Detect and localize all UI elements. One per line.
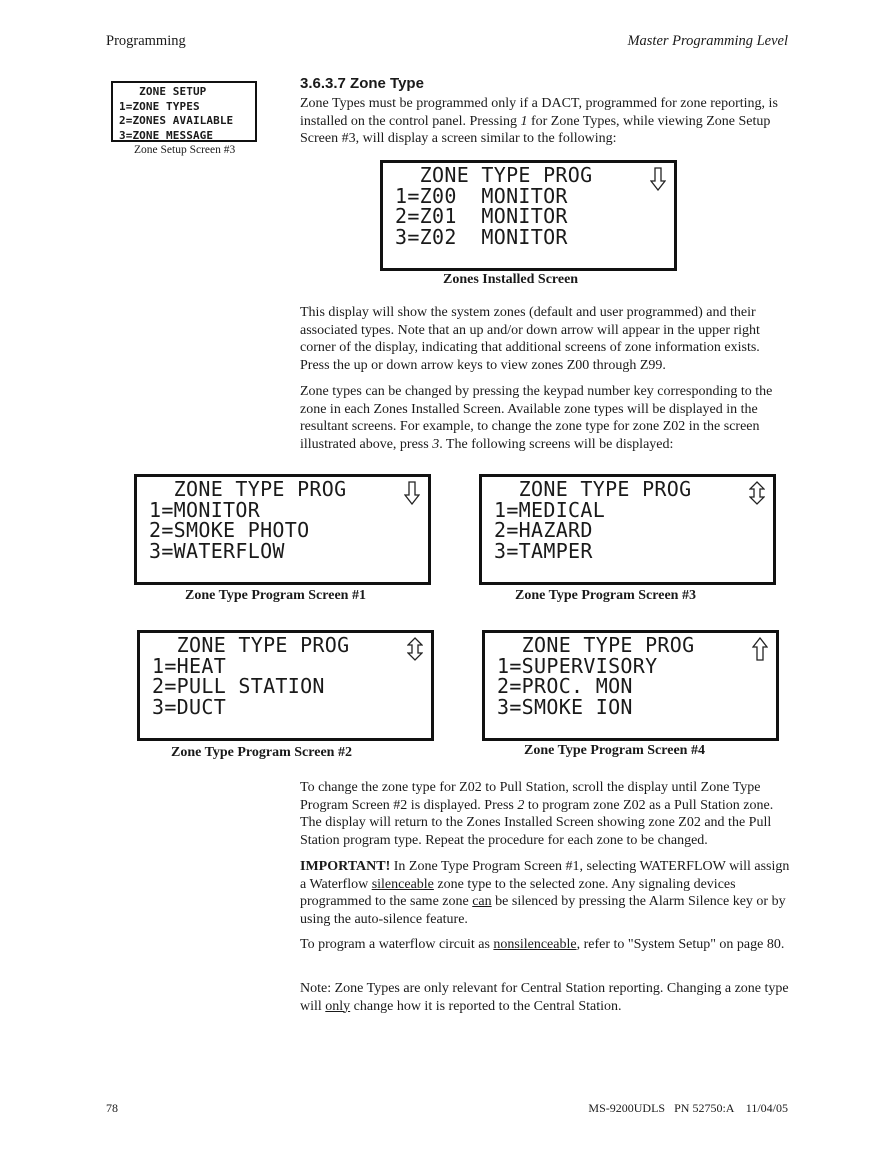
- text-run: to program zone Z02 as a Pull Station zone. The display will return to the Zones Installed Screen showing zone Z02 and the Pull Station program type. Repeat the procedure for each zone to be changed.: [300, 797, 774, 848]
- key-reference: 3: [432, 436, 440, 452]
- key-reference: 1: [520, 113, 528, 129]
- lcd-line: 2=ZONES AVAILABLE: [119, 114, 234, 127]
- note-paragraph: [300, 980, 790, 1015]
- lcd-line: 3=Z02 MONITOR: [395, 224, 568, 249]
- lcd-line: 1=SUPERVISORY: [497, 653, 658, 678]
- text-run: zone type to the selected zone. Any signaling devices programmed to the same zone: [300, 876, 736, 910]
- text-run: Note: Zone Types are only relevant for Central Station reporting. Changing a zone type will: [300, 981, 789, 1014]
- underlined-term: nonsilenceable: [493, 937, 577, 952]
- lcd-line: 1=HEAT: [152, 653, 227, 678]
- text-run: In Zone Type Program Screen #1, selecting WATERFLOW will assign a Waterflow: [300, 859, 790, 892]
- zone-setup-caption: Zone Setup Screen #3: [134, 144, 236, 156]
- running-header-left: Programming: [106, 33, 186, 49]
- underlined-term: silenceable: [371, 876, 434, 892]
- text-run: To change the zone type for Z02 to Pull Station, scroll the display until Zone Type Program Screen #2 is displayed. Press: [300, 780, 761, 813]
- zone-setup-lcd: [111, 81, 257, 142]
- zones-installed-caption: Zones Installed Screen: [443, 272, 579, 287]
- lcd-line: ZONE TYPE PROG: [149, 477, 347, 501]
- key-reference: 2: [517, 797, 525, 813]
- lcd-line: 3=SMOKE ION: [497, 694, 633, 719]
- down-arrow-icon: [404, 481, 420, 505]
- program-screen-2-lcd: [137, 630, 434, 741]
- lcd-line: ZONE SETUP: [119, 85, 207, 98]
- lcd-line: 1=MONITOR: [149, 497, 261, 522]
- page-number: 78: [106, 1101, 118, 1115]
- section-title: 3.6.3.7 Zone Type: [300, 75, 424, 92]
- lcd-line: ZONE TYPE PROG: [497, 633, 695, 657]
- lcd-line: 2=SMOKE PHOTO: [149, 518, 310, 542]
- text-run: . The following screens will be displayed:: [439, 436, 674, 452]
- text-run: be silenced by pressing the Alarm Silence key or by using the auto-silence feature.: [300, 894, 786, 927]
- lcd-line: 2=PROC. MON: [497, 674, 633, 698]
- program-screen-4-lcd: [482, 630, 779, 741]
- text-run: Zone types can be changed by pressing the keypad number key corresponding to the zone in each Zones Installed Screen. Available zone types will be displayed in the resultant screens. For example, to change the zone type for zone Z02 in the screen illustrated above, press: [300, 384, 773, 452]
- running-header-right: Master Programming Level: [627, 33, 788, 49]
- down-arrow-icon: [650, 167, 666, 191]
- lcd-line: 2=HAZARD: [494, 518, 593, 542]
- text-run: Zone Types must be programmed only if a DACT, programmed for zone reporting, is installed on the control panel. Pressing: [300, 96, 778, 129]
- change-paragraph: [300, 383, 790, 453]
- lcd-line: ZONE TYPE PROG: [494, 477, 692, 501]
- text-run: for Zone Types, while viewing Zone Setup Screen #3, will display a screen similar to the following:: [300, 113, 771, 147]
- pull-station-paragraph: [300, 779, 790, 849]
- lcd-line: 2=PULL STATION: [152, 674, 325, 698]
- lcd-line: 1=Z00 MONITOR: [395, 183, 568, 208]
- text-run: To program a waterflow circuit as: [300, 937, 494, 952]
- important-paragraph: [300, 858, 790, 928]
- program-screen-1-caption: Zone Type Program Screen #1: [185, 588, 366, 603]
- underlined-term: can: [472, 894, 492, 910]
- display-paragraph: This display will show the system zones (default and user programmed) and their associated types. Note that an up and/or down arrow will appear in the upper right corner of the display, indicating that additional screens of zone information exists. Press the up or down arrow keys to view zones Z00 through Z99.: [300, 305, 760, 373]
- program-screen-1-lcd: [134, 474, 431, 585]
- lcd-line: 3=WATERFLOW: [149, 538, 285, 563]
- text-run: , refer to "System Setup" on page 80.: [576, 937, 785, 952]
- lcd-line: 2=Z01 MONITOR: [395, 204, 568, 228]
- intro-paragraph: [300, 95, 790, 148]
- document-reference: MS-9200UDLS PN 52750:A 11/04/05: [588, 1101, 788, 1115]
- lcd-line: ZONE TYPE PROG: [152, 633, 350, 657]
- program-screen-3-caption: Zone Type Program Screen #3: [515, 588, 696, 603]
- up-down-arrow-icon: [749, 481, 765, 505]
- program-screen-4-caption: Zone Type Program Screen #4: [524, 743, 705, 758]
- lcd-line: 3=DUCT: [152, 694, 227, 719]
- up-arrow-icon: [752, 637, 768, 661]
- zones-installed-lcd: [380, 160, 677, 271]
- lcd-line: 1=MEDICAL: [494, 497, 606, 522]
- lcd-line: 3=TAMPER: [494, 538, 593, 563]
- text-run: change how it is reported to the Central Station.: [350, 998, 622, 1014]
- program-screen-3-lcd: [479, 474, 776, 585]
- important-label: IMPORTANT!: [300, 859, 391, 874]
- program-screen-2-caption: Zone Type Program Screen #2: [171, 745, 352, 760]
- lcd-line: 1=ZONE TYPES: [119, 99, 200, 113]
- waterflow-note: [300, 936, 790, 954]
- lcd-line: 3=ZONE MESSAGE: [119, 128, 214, 142]
- up-down-arrow-icon: [407, 637, 423, 661]
- underlined-term: only: [325, 998, 351, 1014]
- lcd-line: ZONE TYPE PROG: [395, 163, 593, 187]
